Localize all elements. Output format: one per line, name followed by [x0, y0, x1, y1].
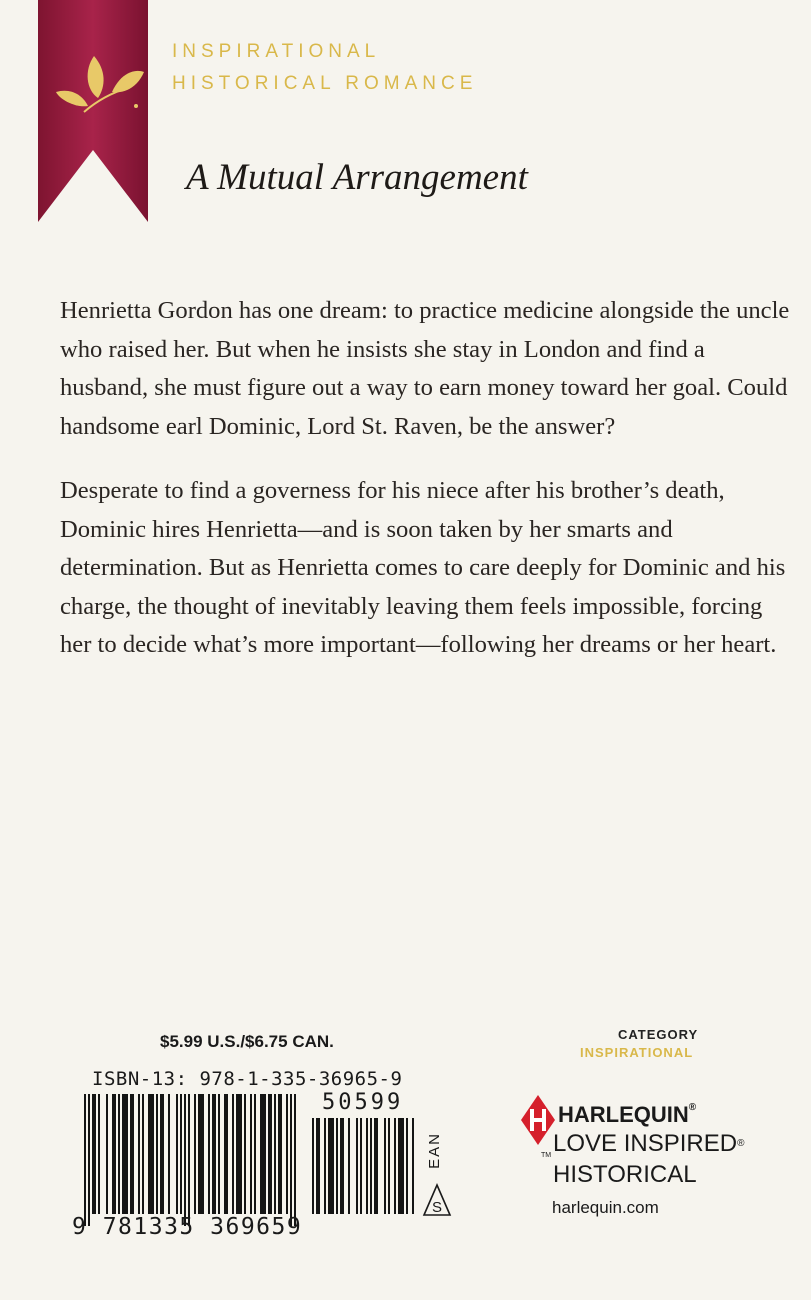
barcode-bar — [212, 1094, 216, 1214]
brand-text: HARLEQUIN — [558, 1102, 689, 1127]
series-name — [172, 36, 477, 100]
barcode-bar — [218, 1094, 220, 1214]
barcode-bar — [184, 1094, 186, 1226]
barcode-bar — [142, 1094, 144, 1214]
barcode-bar — [374, 1118, 378, 1214]
barcode-bar — [232, 1094, 234, 1214]
addon-code: 50599 — [322, 1090, 404, 1115]
barcode-bar — [370, 1118, 372, 1214]
barcode-bar — [254, 1094, 256, 1214]
barcode-bar — [236, 1094, 242, 1214]
blurb-paragraph-1: Henrietta Gordon has one dream: to practice medicine alongside the uncle who raised her. But when he insists she stay in London and find a husband, she must figure out a way to earn money toward her goal. Could handsome earl Dominic, Lord St. Raven, be the answer? — [60, 297, 790, 440]
ribbon-bookmark — [38, 0, 148, 222]
barcode-bar — [324, 1118, 326, 1214]
back-cover-blurb — [60, 292, 790, 691]
imprint-line-1-wrap — [541, 1128, 745, 1159]
barcode-bar — [168, 1094, 170, 1214]
barcode-bar — [312, 1118, 314, 1214]
brand-registered-mark: ® — [688, 1102, 697, 1113]
isbn-text: ISBN-13: 978-1-335-36965-9 — [92, 1068, 403, 1090]
book-title: A Mutual Arrangement — [186, 157, 528, 198]
barcode-bar — [188, 1094, 190, 1226]
barcode-bar — [130, 1094, 134, 1214]
barcode-bar — [384, 1118, 386, 1214]
series-line-2: HISTORICAL ROMANCE — [172, 73, 478, 94]
barcode-bar — [224, 1094, 228, 1214]
barcode-bar — [394, 1118, 396, 1214]
barcode-bar — [112, 1094, 116, 1214]
barcode-bar — [406, 1118, 408, 1214]
ean-digits: 9 781335 369659 — [72, 1214, 303, 1240]
imprint-registered-mark: ® — [737, 1138, 745, 1149]
barcode-bar — [356, 1118, 358, 1214]
barcode-bar — [106, 1094, 108, 1214]
barcode-bar — [180, 1094, 182, 1214]
brand-name — [558, 1102, 696, 1128]
barcode-bar — [92, 1094, 96, 1214]
barcode-bar — [122, 1094, 128, 1214]
barcode-bar — [268, 1094, 272, 1214]
s-triangle-mark — [422, 1183, 452, 1217]
imprint-line-2: HISTORICAL — [553, 1161, 697, 1188]
imprint-line-1: LOVE INSPIRED — [553, 1130, 738, 1157]
barcode-bar — [412, 1118, 414, 1214]
barcode-bar — [290, 1094, 292, 1226]
barcode-bar — [138, 1094, 140, 1214]
blurb-paragraph-2: Desperate to find a governess for his niece after his brother’s death, Dominic hires Henrietta—and is soon taken by her smarts and determination. But as Henrietta comes to care deeply for Dominic and his charge, the thought of inevitably leaving them feels impossible, forcing her to decide what’s more important—following her dreams or her heart. — [60, 477, 786, 658]
ean-barcode — [84, 1094, 300, 1226]
barcode-bar — [388, 1118, 390, 1214]
barcode-bar — [274, 1094, 276, 1214]
price-label: $5.99 U.S./$6.75 CAN. — [160, 1032, 334, 1051]
barcode-bar — [340, 1118, 344, 1214]
barcode-bar — [360, 1118, 362, 1214]
series-line-1: INSPIRATIONAL — [172, 41, 381, 62]
category-block — [580, 1026, 720, 1062]
barcode-bar — [316, 1118, 320, 1214]
barcode-bar — [250, 1094, 252, 1214]
category-value: INSPIRATIONAL — [580, 1045, 694, 1060]
harlequin-diamond-logo-icon — [521, 1095, 555, 1145]
barcode-bar — [156, 1094, 158, 1214]
website-url: harlequin.com — [552, 1198, 659, 1217]
barcode-bar — [260, 1094, 266, 1214]
barcode-bar — [194, 1094, 196, 1214]
barcode-bar — [366, 1118, 368, 1214]
barcode-bar — [160, 1094, 164, 1214]
barcode-bar — [176, 1094, 178, 1214]
barcode-bar — [84, 1094, 86, 1226]
barcode-bar — [294, 1094, 296, 1226]
category-label: CATEGORY — [618, 1027, 699, 1042]
barcode-bar — [148, 1094, 154, 1214]
addon-barcode — [312, 1118, 416, 1226]
barcode-bar — [398, 1118, 404, 1214]
barcode-bar — [198, 1094, 204, 1214]
barcode-bar — [244, 1094, 246, 1214]
barcode-bar — [88, 1094, 90, 1226]
s-mark-letter: S — [431, 1199, 443, 1216]
imprint-name — [541, 1128, 745, 1190]
barcode-bar — [118, 1094, 120, 1214]
ean-label: EAN — [426, 1132, 443, 1169]
barcode-bar — [348, 1118, 350, 1214]
barcode-bar — [98, 1094, 100, 1214]
barcode-bar — [328, 1118, 334, 1214]
barcode-bar — [286, 1094, 288, 1214]
barcode-bar — [208, 1094, 210, 1214]
barcode-bar — [278, 1094, 282, 1214]
barcode-bar — [336, 1118, 338, 1214]
imprint-tm-mark: TM — [541, 1152, 552, 1159]
